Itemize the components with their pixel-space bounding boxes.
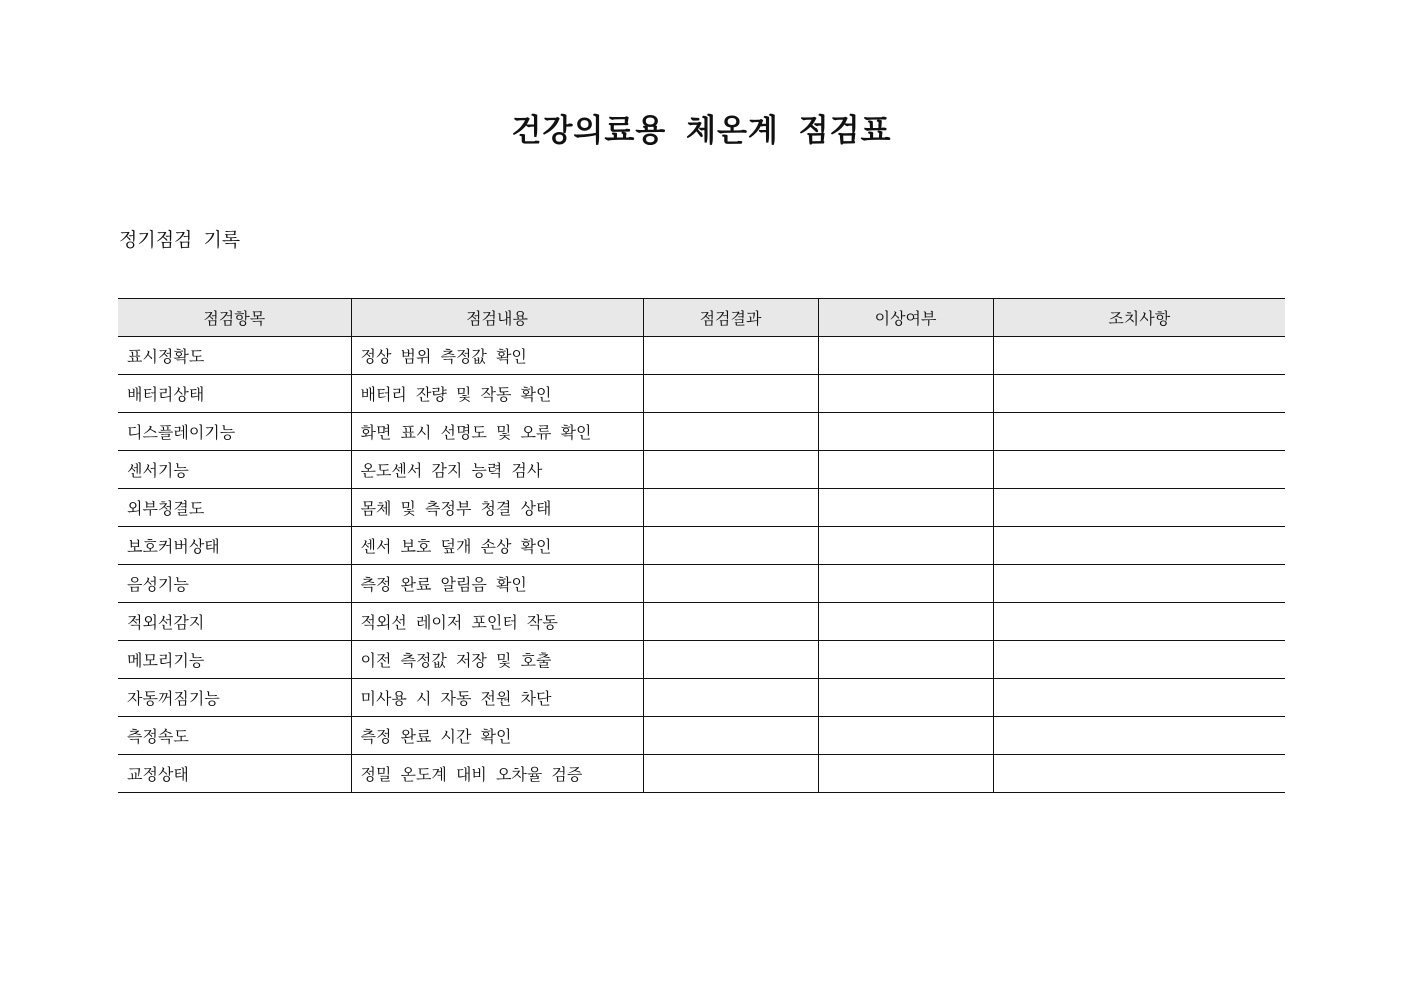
content-cell: 정상 범위 측정값 확인	[351, 337, 643, 375]
result-cell[interactable]	[643, 679, 818, 717]
item-cell: 보호커버상태	[118, 527, 351, 565]
action-cell[interactable]	[993, 413, 1285, 451]
content-cell: 적외선 레이저 포인터 작동	[351, 603, 643, 641]
table-row	[118, 375, 1285, 413]
header-content: 점검내용	[351, 299, 643, 337]
section-title: 정기점검 기록	[119, 229, 241, 251]
item-cell: 음성기능	[118, 565, 351, 603]
page-title: 건강의료용 체온계 점검표	[511, 113, 892, 149]
abnormal-cell[interactable]	[818, 489, 993, 527]
abnormal-cell[interactable]	[818, 603, 993, 641]
abnormal-cell[interactable]	[818, 679, 993, 717]
result-cell[interactable]	[643, 717, 818, 755]
result-cell[interactable]	[643, 337, 818, 375]
table-row	[118, 717, 1285, 755]
content-cell: 측정 완료 알림음 확인	[351, 565, 643, 603]
result-cell[interactable]	[643, 755, 818, 793]
abnormal-cell[interactable]	[818, 413, 993, 451]
abnormal-cell[interactable]	[818, 755, 993, 793]
action-cell[interactable]	[993, 451, 1285, 489]
abnormal-cell[interactable]	[818, 641, 993, 679]
item-cell: 외부청결도	[118, 489, 351, 527]
item-cell: 적외선감지	[118, 603, 351, 641]
result-cell[interactable]	[643, 451, 818, 489]
table-row	[118, 451, 1285, 489]
item-cell: 측정속도	[118, 717, 351, 755]
table-row	[118, 641, 1285, 679]
content-cell: 이전 측정값 저장 및 호출	[351, 641, 643, 679]
table-row	[118, 755, 1285, 793]
table-header-row	[118, 299, 1285, 337]
result-cell[interactable]	[643, 489, 818, 527]
action-cell[interactable]	[993, 679, 1285, 717]
table-row	[118, 679, 1285, 717]
result-cell[interactable]	[643, 565, 818, 603]
table-row	[118, 337, 1285, 375]
action-cell[interactable]	[993, 717, 1285, 755]
table-header	[118, 299, 1285, 337]
abnormal-cell[interactable]	[818, 337, 993, 375]
content-cell: 몸체 및 측정부 청결 상태	[351, 489, 643, 527]
action-cell[interactable]	[993, 641, 1285, 679]
content-cell: 측정 완료 시간 확인	[351, 717, 643, 755]
action-cell[interactable]	[993, 375, 1285, 413]
action-cell[interactable]	[993, 603, 1285, 641]
content-cell: 온도센서 감지 능력 검사	[351, 451, 643, 489]
item-cell: 표시정확도	[118, 337, 351, 375]
table-row	[118, 565, 1285, 603]
abnormal-cell[interactable]	[818, 527, 993, 565]
result-cell[interactable]	[643, 375, 818, 413]
table-row	[118, 489, 1285, 527]
item-cell: 메모리기능	[118, 641, 351, 679]
table-row	[118, 527, 1285, 565]
table-row	[118, 603, 1285, 641]
inspection-table	[118, 298, 1285, 793]
table-row	[118, 413, 1285, 451]
abnormal-cell[interactable]	[818, 565, 993, 603]
content-cell: 화면 표시 선명도 및 오류 확인	[351, 413, 643, 451]
action-cell[interactable]	[993, 565, 1285, 603]
action-cell[interactable]	[993, 527, 1285, 565]
item-cell: 교정상태	[118, 755, 351, 793]
content-cell: 정밀 온도계 대비 오차율 검증	[351, 755, 643, 793]
item-cell: 센서기능	[118, 451, 351, 489]
abnormal-cell[interactable]	[818, 375, 993, 413]
header-result: 점검결과	[643, 299, 818, 337]
content-cell: 센서 보호 덮개 손상 확인	[351, 527, 643, 565]
abnormal-cell[interactable]	[818, 717, 993, 755]
header-item: 점검항목	[118, 299, 351, 337]
result-cell[interactable]	[643, 527, 818, 565]
content-cell: 배터리 잔량 및 작동 확인	[351, 375, 643, 413]
content-cell: 미사용 시 자동 전원 차단	[351, 679, 643, 717]
result-cell[interactable]	[643, 603, 818, 641]
item-cell: 배터리상태	[118, 375, 351, 413]
header-abnormal: 이상여부	[818, 299, 993, 337]
table-body	[118, 337, 1285, 793]
action-cell[interactable]	[993, 489, 1285, 527]
result-cell[interactable]	[643, 413, 818, 451]
result-cell[interactable]	[643, 641, 818, 679]
item-cell: 자동꺼짐기능	[118, 679, 351, 717]
item-cell: 디스플레이기능	[118, 413, 351, 451]
action-cell[interactable]	[993, 755, 1285, 793]
action-cell[interactable]	[993, 337, 1285, 375]
header-action: 조치사항	[993, 299, 1285, 337]
abnormal-cell[interactable]	[818, 451, 993, 489]
